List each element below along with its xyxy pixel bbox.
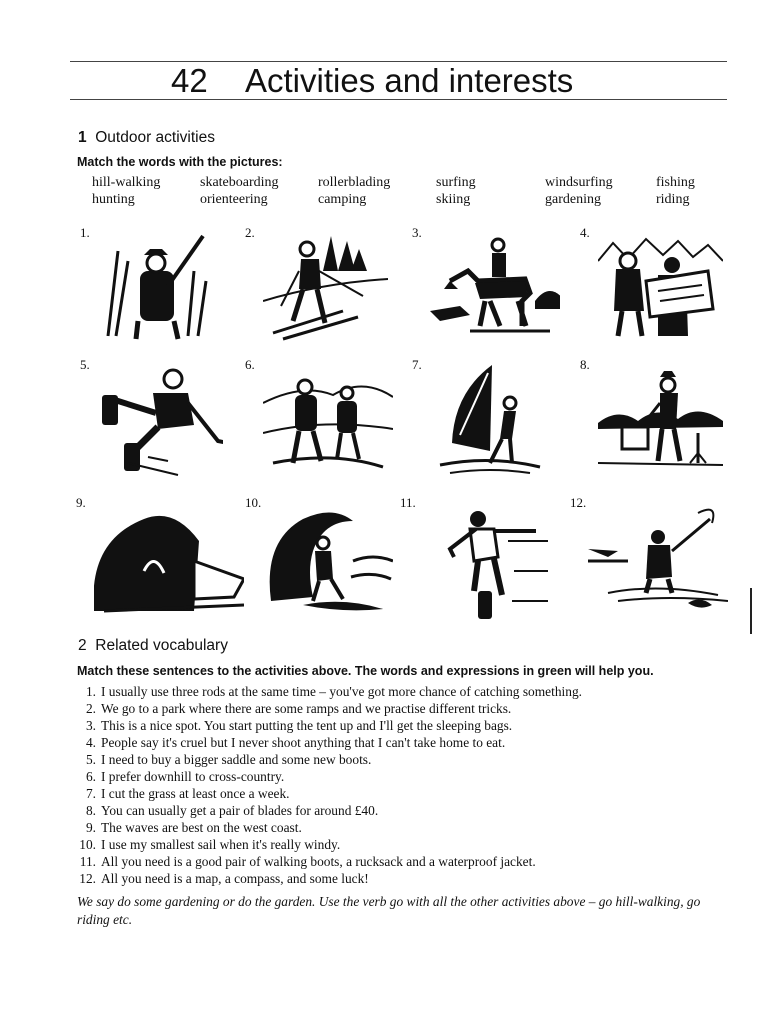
picture-10 bbox=[245, 495, 395, 610]
page-edge-mark bbox=[750, 588, 752, 634]
picture-8 bbox=[580, 357, 730, 472]
list-item: 5. I need to buy a bigger saddle and some new boots. bbox=[85, 752, 372, 767]
word: windsurfing bbox=[545, 175, 613, 190]
picture-number: 3. bbox=[412, 225, 422, 240]
rollerblader-icon bbox=[98, 363, 223, 478]
list-item: 12. All you need is a map, a compass, and some luck! bbox=[79, 871, 369, 886]
list-item: 11. All you need is a good pair of walking boots, a rucksack and a waterproof jacket. bbox=[79, 854, 536, 869]
list-item: 2. We go to a park where there are some ramps and we practise different tricks. bbox=[85, 701, 512, 716]
unit-number: 42 bbox=[171, 62, 208, 99]
gardener-icon bbox=[598, 363, 723, 473]
word: orienteering bbox=[200, 192, 268, 207]
picture-7 bbox=[412, 357, 562, 472]
windsurfer-icon bbox=[430, 363, 550, 478]
word: gardening bbox=[545, 192, 601, 207]
surfer-icon bbox=[263, 501, 393, 616]
section2-title: Related vocabulary bbox=[95, 637, 228, 654]
picture-6 bbox=[245, 357, 395, 472]
page-title bbox=[70, 60, 727, 102]
picture-number: 8. bbox=[580, 357, 590, 372]
picture-number: 11. bbox=[400, 495, 416, 510]
section1-instruction: Match the words with the pictures: bbox=[77, 155, 283, 169]
hill-walkers-icon bbox=[263, 363, 393, 473]
picture-2 bbox=[245, 225, 395, 340]
picture-number: 12. bbox=[570, 495, 587, 510]
sentence-list bbox=[72, 683, 712, 887]
orienteering-map-icon bbox=[598, 231, 723, 341]
tent-camping-icon bbox=[94, 501, 244, 616]
horse-rider-icon bbox=[430, 231, 560, 341]
word: camping bbox=[318, 192, 367, 207]
section2-heading bbox=[78, 637, 228, 655]
skier-icon bbox=[263, 231, 388, 341]
word: riding bbox=[656, 192, 690, 207]
header-bottom-rule bbox=[70, 99, 727, 100]
word: skiing bbox=[436, 192, 471, 207]
section1-title: Outdoor activities bbox=[95, 129, 215, 146]
picture-1 bbox=[80, 225, 230, 340]
hunter-icon bbox=[98, 231, 218, 341]
picture-number: 9. bbox=[76, 495, 86, 510]
word: skateboarding bbox=[200, 175, 279, 190]
section1-heading bbox=[78, 129, 215, 147]
list-item: 10. I use my smallest sail when it's really windy. bbox=[79, 837, 341, 852]
picture-number: 1. bbox=[80, 225, 90, 240]
list-item: 1. I usually use three rods at the same time – you've got more chance of catching something. bbox=[85, 684, 582, 699]
picture-number: 5. bbox=[80, 357, 90, 372]
picture-4 bbox=[580, 225, 730, 340]
word: surfing bbox=[436, 175, 476, 190]
list-item: 7. I cut the grass at least once a week. bbox=[85, 786, 290, 801]
picture-number: 2. bbox=[245, 225, 255, 240]
grammar-footnote: We say do some gardening or do the garden. Use the verb go with all the other activities above – go hill-walking, go riding etc. bbox=[77, 894, 701, 927]
section2-number: 2 bbox=[78, 637, 87, 654]
word: fishing bbox=[656, 175, 695, 190]
picture-number: 10. bbox=[245, 495, 262, 510]
word: hill-walking bbox=[92, 175, 161, 190]
picture-number: 4. bbox=[580, 225, 590, 240]
section2-instruction: Match these sentences to the activities above. The words and expressions in green will help you. bbox=[77, 664, 654, 678]
list-item: 6. I prefer downhill to cross-country. bbox=[85, 769, 285, 784]
picture-11 bbox=[400, 495, 550, 610]
section1-number: 1 bbox=[78, 129, 87, 146]
list-item: 8. You can usually get a pair of blades for around £40. bbox=[85, 803, 379, 818]
picture-number: 6. bbox=[245, 357, 255, 372]
word: hunting bbox=[92, 192, 135, 207]
skateboarder-icon bbox=[418, 501, 548, 621]
angler-icon bbox=[588, 501, 728, 616]
picture-3 bbox=[412, 225, 562, 340]
list-item: 9. The waves are best on the west coast. bbox=[85, 820, 302, 835]
picture-number: 7. bbox=[412, 357, 422, 372]
picture-12 bbox=[570, 495, 720, 610]
picture-9 bbox=[76, 495, 226, 610]
unit-title: Activities and interests bbox=[245, 62, 574, 99]
list-item: 4. People say it's cruel but I never shoot anything that I can't take home to eat. bbox=[85, 735, 506, 750]
word: rollerblading bbox=[318, 175, 391, 190]
picture-5 bbox=[80, 357, 230, 472]
list-item: 3. This is a nice spot. You start putting the tent up and I'll get the sleeping bags. bbox=[85, 718, 513, 733]
